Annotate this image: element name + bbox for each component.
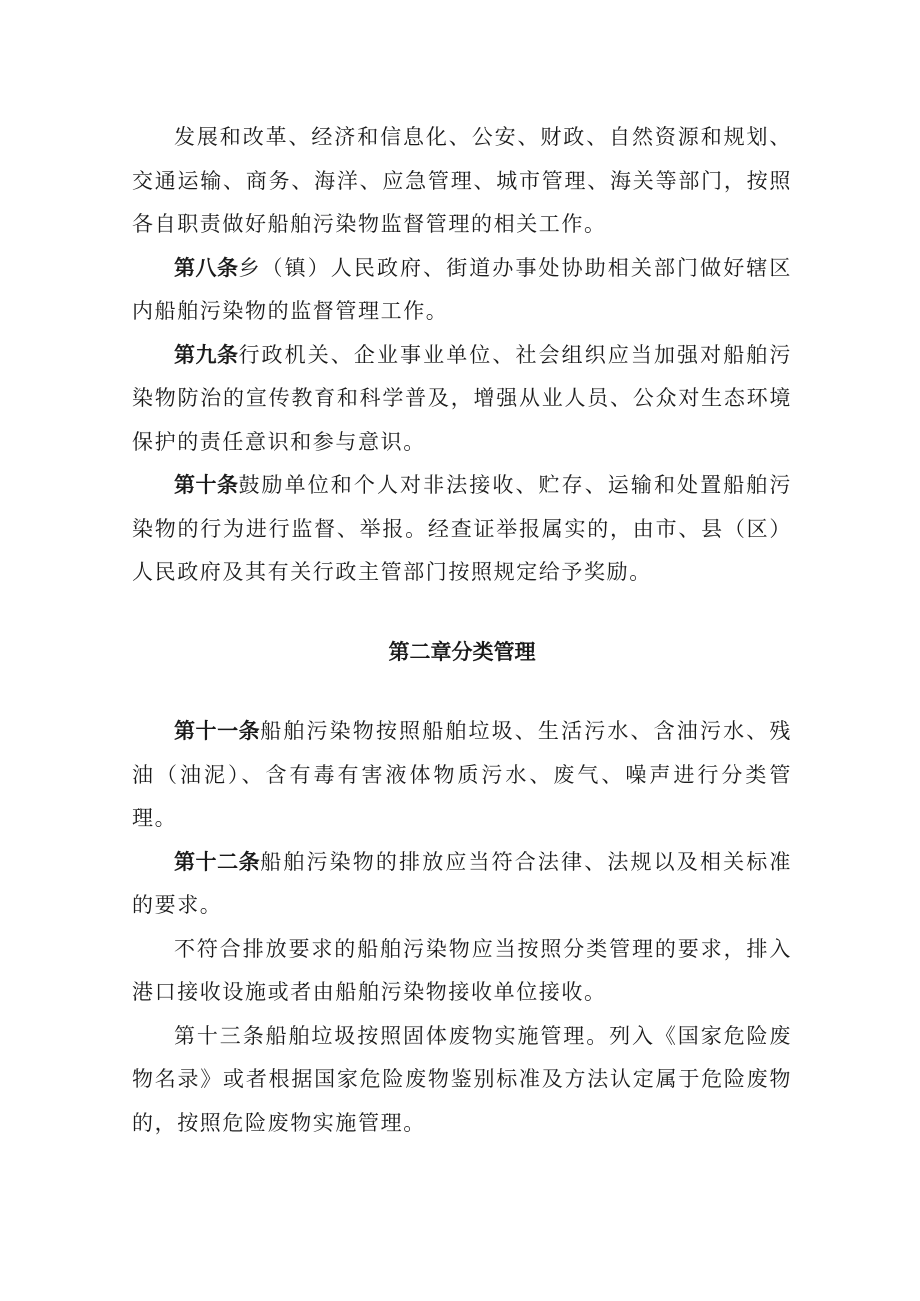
paragraph-departments [132, 116, 792, 247]
article-8 [132, 247, 792, 334]
article-number: 第九条 [174, 342, 239, 367]
paragraph-discharge-requirements [132, 928, 792, 1015]
article-text: 船舶污染物按照船舶垃圾、生活污水、含油污水、残油（油泥）、含有毒有害液体物质污水、废气、噪声进行分类管理。 [132, 719, 792, 830]
article-13 [132, 1015, 792, 1146]
article-text: 船舶污染物的排放应当符合法律、法规以及相关标准的要求。 [132, 849, 792, 917]
article-9 [132, 334, 792, 465]
paragraph-text: 发展和改革、经济和信息化、公安、财政、自然资源和规划、交通运输、商务、海洋、应急管理、城市管理、海关等部门，按照各自职责做好船舶污染物监督管理的相关工作。 [132, 125, 792, 236]
article-10 [132, 464, 792, 595]
paragraph-text: 第十三条船舶垃圾按照固体废物实施管理。列入《国家危险废物名录》或者根据国家危险废物鉴别标准及方法认定属于危险废物的，按照危险废物实施管理。 [132, 1023, 792, 1135]
article-12 [132, 841, 792, 928]
paragraph-text: 不符合排放要求的船舶污染物应当按照分类管理的要求，排入港口接收设施或者由船舶污染物接收单位接收。 [132, 936, 792, 1004]
article-number: 第十一条 [174, 719, 261, 743]
document-body [132, 116, 792, 1145]
article-text: 乡（镇）人民政府、街道办事处协助相关部门做好辖区内船舶污染物的监督管理工作。 [132, 255, 792, 323]
article-number: 第十条 [174, 473, 239, 497]
chapter-title: 第二章分类管理 [388, 639, 536, 664]
article-11 [132, 710, 792, 841]
article-number: 第八条 [174, 255, 239, 280]
article-text: 行政机关、企业事业单位、社会组织应当加强对船舶污染物防治的宣传教育和科学普及，增强从业人员、公众对生态环境保护的责任意识和参与意识。 [132, 342, 792, 454]
article-text: 鼓励单位和个人对非法接收、贮存、运输和处置船舶污染物的行为进行监督、举报。经查证举报属实的，由市、县（区）人民政府及其有关行政主管部门按照规定给予奖励。 [132, 473, 792, 584]
article-number: 第十二条 [174, 849, 261, 874]
